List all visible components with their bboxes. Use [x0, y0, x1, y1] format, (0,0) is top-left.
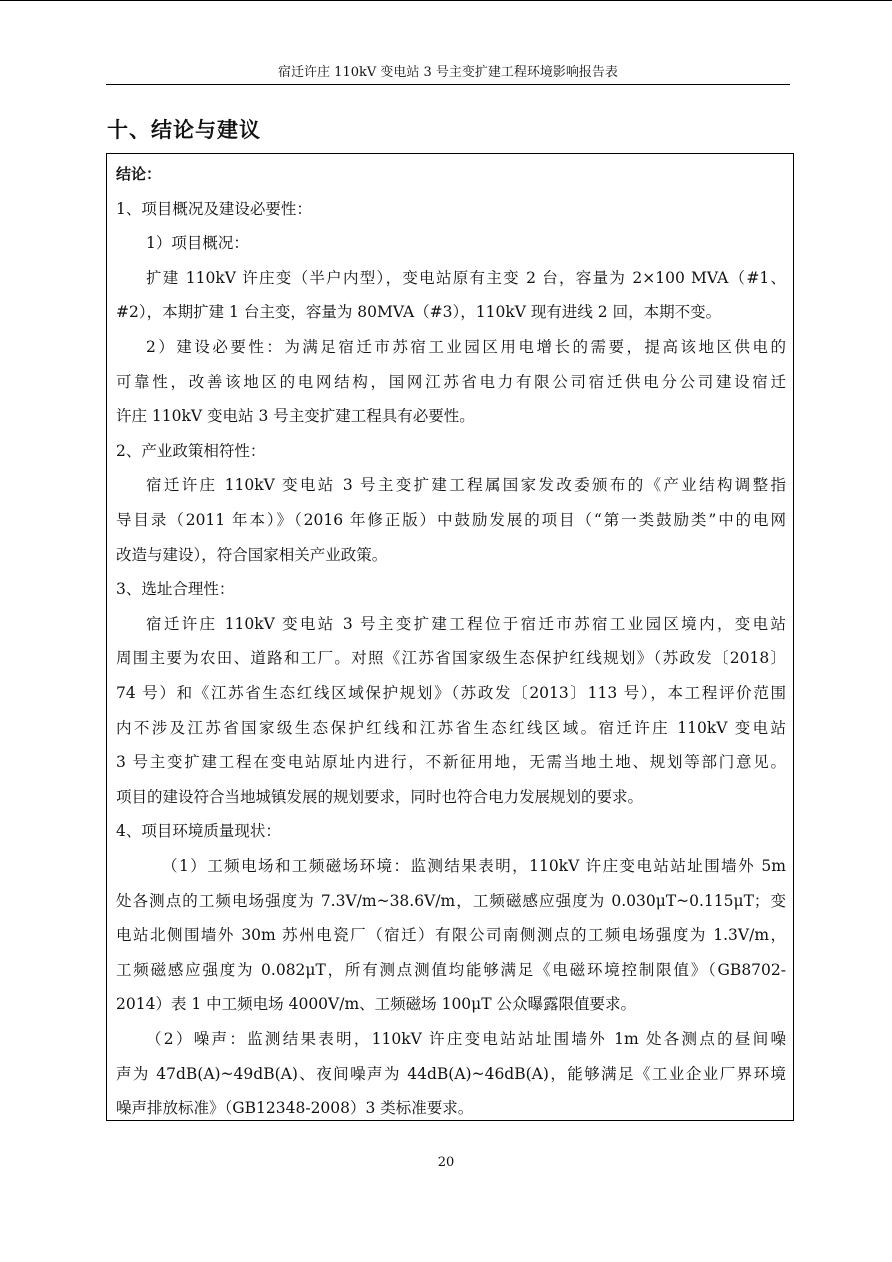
- paragraph-line: 宿迁许庄 110kV 变电站 3 号主变扩建工程位于宿迁市苏宿工业园区境内，变电站: [146, 614, 786, 633]
- paragraph-line: 3 号主变扩建工程在变电站原址内进行，不新征用地，无需当地土地、规划等部门意见。: [116, 753, 786, 772]
- paragraph-line: （2）噪声：监测结果表明，110kV 许庄变电站站址围墙外 1m 处各测点的昼间噪: [146, 1030, 786, 1048]
- paragraph-line: 电站北侧围墙外 30m 苏州电瓷厂（宿迁）有限公司南侧测点的工频电场强度为 1.3V/m，: [116, 926, 786, 945]
- paragraph-line: 2014）表 1 中工频电场 4000V/m、工频磁场 100μT 公众曝露限值要求。: [116, 995, 637, 1014]
- item-4-heading: 4、项目环境质量现状：: [116, 822, 281, 841]
- conclusion-heading: 结论：: [116, 165, 162, 183]
- header-rule: [106, 84, 790, 85]
- paragraph-line: 可靠性，改善该地区的电网结构，国网江苏省电力有限公司宿迁供电分公司建设宿迁: [116, 372, 786, 391]
- subitem-heading: 1）项目概况：: [146, 234, 249, 253]
- conclusion-box: [106, 153, 794, 1121]
- top-border-line: [0, 0, 892, 1]
- running-header: 宿迁许庄 110kV 变电站 3 号主变扩建工程环境影响报告表: [278, 65, 618, 80]
- paragraph-line: 内不涉及江苏省国家级生态保护红线和江苏省生态红线区域。宿迁许庄 110kV 变电站: [116, 718, 786, 737]
- paragraph-line: 周围主要为农田、道路和工厂。对照《江苏省国家级生态保护红线规划》（苏政发〔2018〕: [116, 649, 786, 668]
- paragraph-line: 2）建设必要性：为满足宿迁市苏宿工业园区用电增长的需要，提高该地区供电的: [146, 338, 786, 356]
- paragraph-line: #2），本期扩建 1 台主变，容量为 80MVA（#3），110kV 现有进线 2 回，本期不变。: [116, 303, 722, 322]
- item-1-heading: 1、项目概况及建设必要性：: [116, 199, 312, 218]
- paragraph-line: 导目录（2011 年本）》（2016 年修正版）中鼓励发展的项目（“第一类鼓励类”中的电网: [116, 511, 786, 529]
- item-2-heading: 2、产业政策相符性：: [116, 441, 266, 460]
- item-3-heading: 3、选址合理性：: [116, 580, 235, 599]
- paragraph-line: 声为 47dB(A)~49dB(A)、夜间噪声为 44dB(A)~46dB(A)，能够满足《工业企业厂界环境: [116, 1064, 786, 1083]
- paragraph-line: 改造与建设），符合国家相关产业政策。: [116, 545, 388, 564]
- paragraph-line: 噪声排放标准》（GB12348-2008）3 类标准要求。: [116, 1099, 474, 1118]
- paragraph-line: 宿迁许庄 110kV 变电站 3 号主变扩建工程属国家发改委颁布的《产业结构调整指: [146, 476, 786, 495]
- paragraph-line: 扩建 110kV 许庄变（半户内型），变电站原有主变 2 台，容量为 2×100 MVA（#1、: [146, 268, 786, 287]
- page-number: 20: [437, 1155, 455, 1170]
- paragraph-line: 许庄 110kV 变电站 3 号主变扩建工程具有必要性。: [116, 407, 475, 426]
- section-title: 十、结论与建议: [107, 118, 261, 142]
- paragraph-line: 74 号）和《江苏省生态红线区域保护规划》（苏政发〔2013〕113 号），本工程评价范围: [116, 684, 786, 702]
- paragraph-line: 处各测点的工频电场强度为 7.3V/m~38.6V/m，工频磁感应强度为 0.030μT~0.115μT；变: [116, 891, 786, 910]
- paragraph-line: （1）工频电场和工频磁场环境：监测结果表明，110kV 许庄变电站站址围墙外 5m: [162, 857, 786, 875]
- paragraph-line: 工频磁感应强度为 0.082μT，所有测点测值均能够满足《电磁环境控制限值》（GB8702-: [116, 960, 786, 979]
- paragraph-line: 项目的建设符合当地城镇发展的规划要求，同时也符合电力发展规划的要求。: [116, 787, 644, 806]
